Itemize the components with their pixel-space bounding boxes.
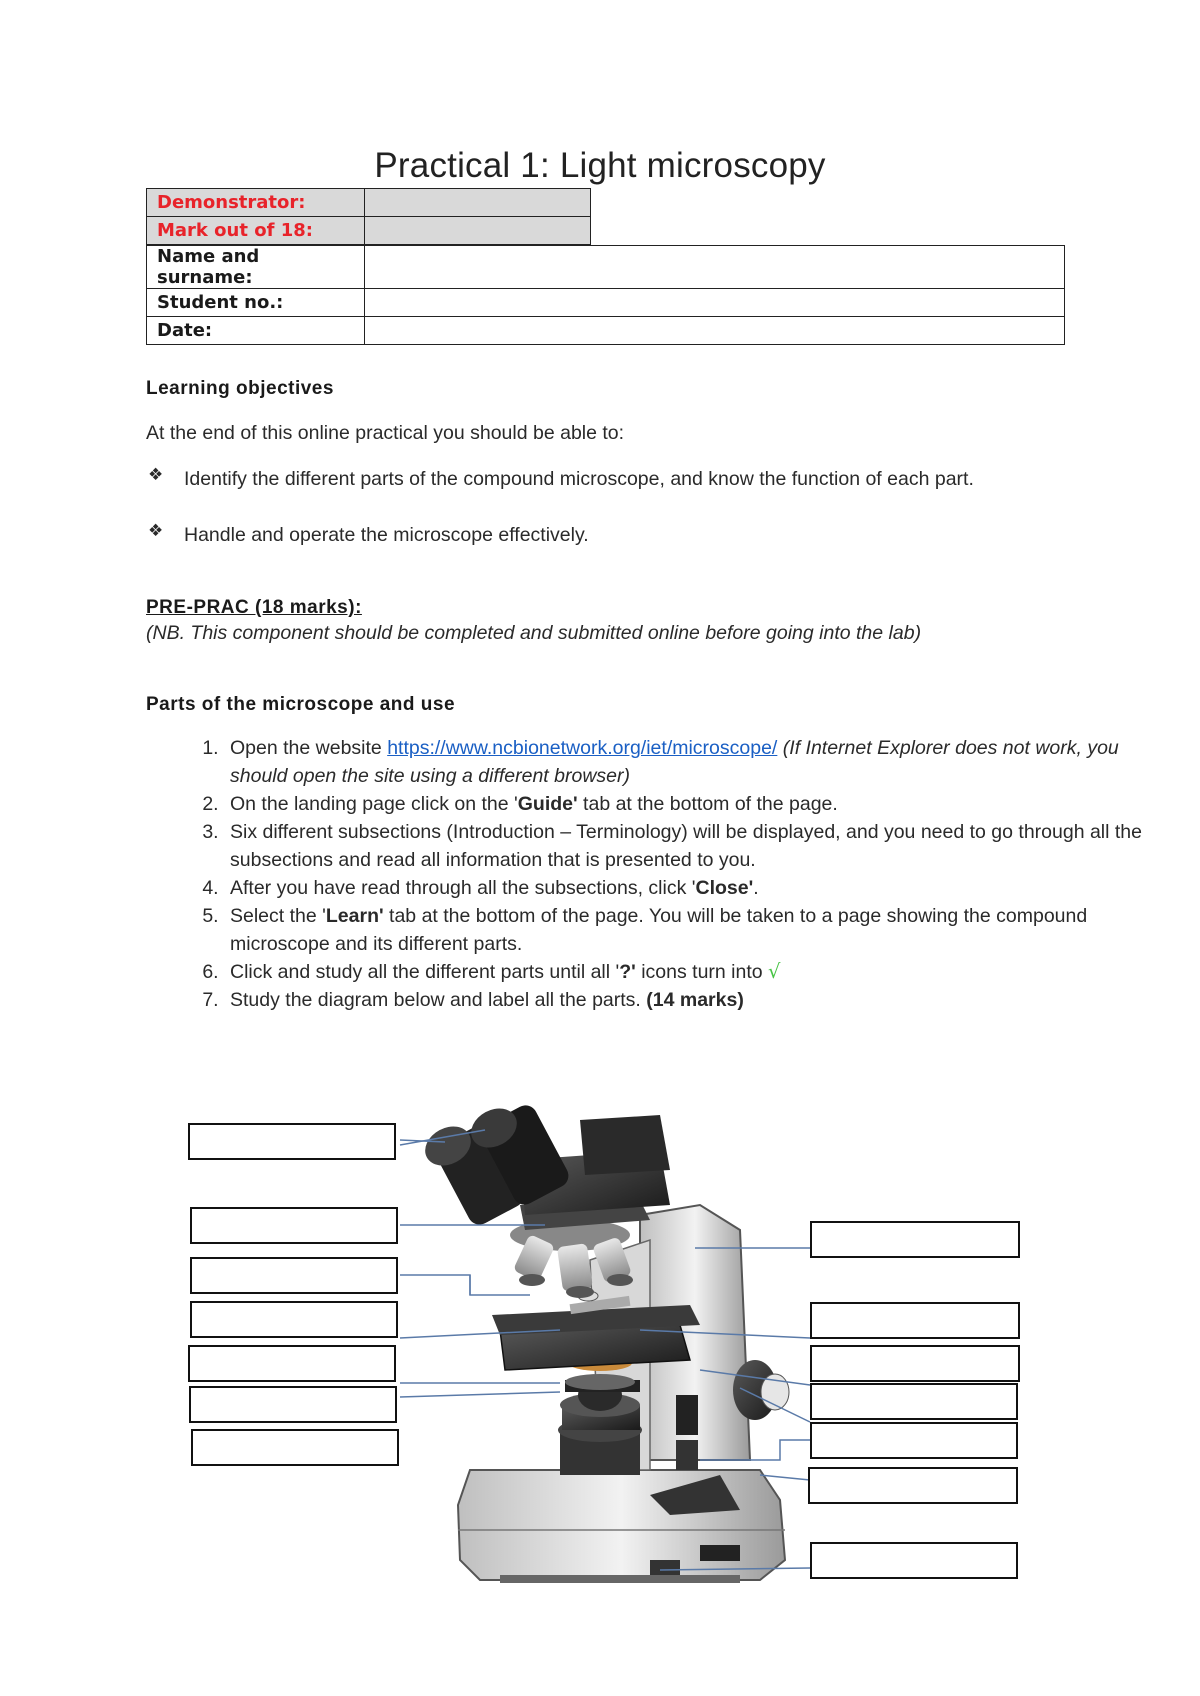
objective-text: Handle and operate the microscope effectively. xyxy=(184,524,589,546)
diamond-bullet-icon: ❖ xyxy=(148,521,164,541)
label-box-right-1[interactable] xyxy=(810,1221,1020,1258)
microscope-head xyxy=(418,1101,670,1230)
microscope-base xyxy=(458,1470,785,1583)
label-box-left-4[interactable] xyxy=(190,1301,398,1338)
mark-field[interactable] xyxy=(365,217,591,245)
label-box-left-7[interactable] xyxy=(191,1429,399,1466)
instruction-list xyxy=(160,734,1144,1014)
list-item: 2. On the landing page click on the 'Guide' tab at the bottom of the page. xyxy=(224,790,1144,818)
diamond-bullet-icon: ❖ xyxy=(148,465,164,485)
label-box-left-5[interactable] xyxy=(188,1345,396,1382)
marking-table xyxy=(146,188,591,245)
list-item: 6. Click and study all the different parts until all '?' icons turn into √ xyxy=(224,958,1144,986)
label-box-right-2[interactable] xyxy=(810,1302,1020,1339)
label-box-left-2[interactable] xyxy=(190,1207,398,1244)
demonstrator-label: Demonstrator: xyxy=(147,189,365,217)
student-info-table xyxy=(146,245,1065,345)
list-item: 4. After you have read through all the subsections, click 'Close'. xyxy=(224,874,1144,902)
microscope-website-link[interactable]: https://www.ncbionetwork.org/iet/microscope/ xyxy=(387,737,778,759)
label-box-right-6[interactable] xyxy=(808,1467,1018,1504)
label-box-left-6[interactable] xyxy=(189,1386,397,1423)
focus-knobs xyxy=(676,1360,789,1470)
objectives xyxy=(510,1219,633,1298)
list-item: 1. Open the website https://www.ncbionetwork.org/iet/microscope/ (If Internet Explorer does not work, you should open the site using a different browser) xyxy=(224,734,1144,790)
check-icon: √ xyxy=(768,960,781,983)
microscope-arm xyxy=(590,1205,750,1470)
date-field[interactable] xyxy=(365,317,1065,345)
label-box-right-5[interactable] xyxy=(810,1422,1018,1459)
learning-objectives-heading: Learning objectives xyxy=(146,378,334,399)
list-item: 5. Select the 'Learn' tab at the bottom of the page. You will be taken to a page showing the compound microscope and its different parts. xyxy=(224,902,1144,958)
demonstrator-field[interactable] xyxy=(365,189,591,217)
pre-prac-note: (NB. This component should be completed and submitted online before going into the lab) xyxy=(146,622,922,644)
pre-prac-heading: PRE-PRAC (18 marks): xyxy=(146,597,362,618)
student-no-label: Student no.: xyxy=(147,289,365,317)
label-box-left-1[interactable] xyxy=(188,1123,396,1160)
objectives-intro: At the end of this online practical you should be able to: xyxy=(146,422,625,444)
page-title: Practical 1: Light microscopy xyxy=(374,146,826,185)
parts-heading: Parts of the microscope and use xyxy=(146,694,456,715)
illuminator xyxy=(558,1355,642,1475)
mark-label: Mark out of 18: xyxy=(147,217,365,245)
list-item: 3. Six different subsections (Introduction – Terminology) will be displayed, and you need to go through all the subsections and read all information that is presented to you. xyxy=(224,818,1144,874)
microscope-stage xyxy=(492,1291,700,1370)
name-label: Name and surname: xyxy=(147,246,365,289)
label-box-left-3[interactable] xyxy=(190,1257,398,1294)
list-item: 7. Study the diagram below and label all the parts. (14 marks) xyxy=(224,986,1144,1014)
label-box-right-4[interactable] xyxy=(810,1383,1018,1420)
date-label: Date: xyxy=(147,317,365,345)
leader-lines xyxy=(400,1130,810,1570)
label-box-right-3[interactable] xyxy=(810,1345,1020,1382)
student-no-field[interactable] xyxy=(365,289,1065,317)
name-field[interactable] xyxy=(365,246,1065,289)
label-box-right-7[interactable] xyxy=(810,1542,1018,1579)
objective-text: Identify the different parts of the compound microscope, and know the function of each part. xyxy=(184,468,974,490)
